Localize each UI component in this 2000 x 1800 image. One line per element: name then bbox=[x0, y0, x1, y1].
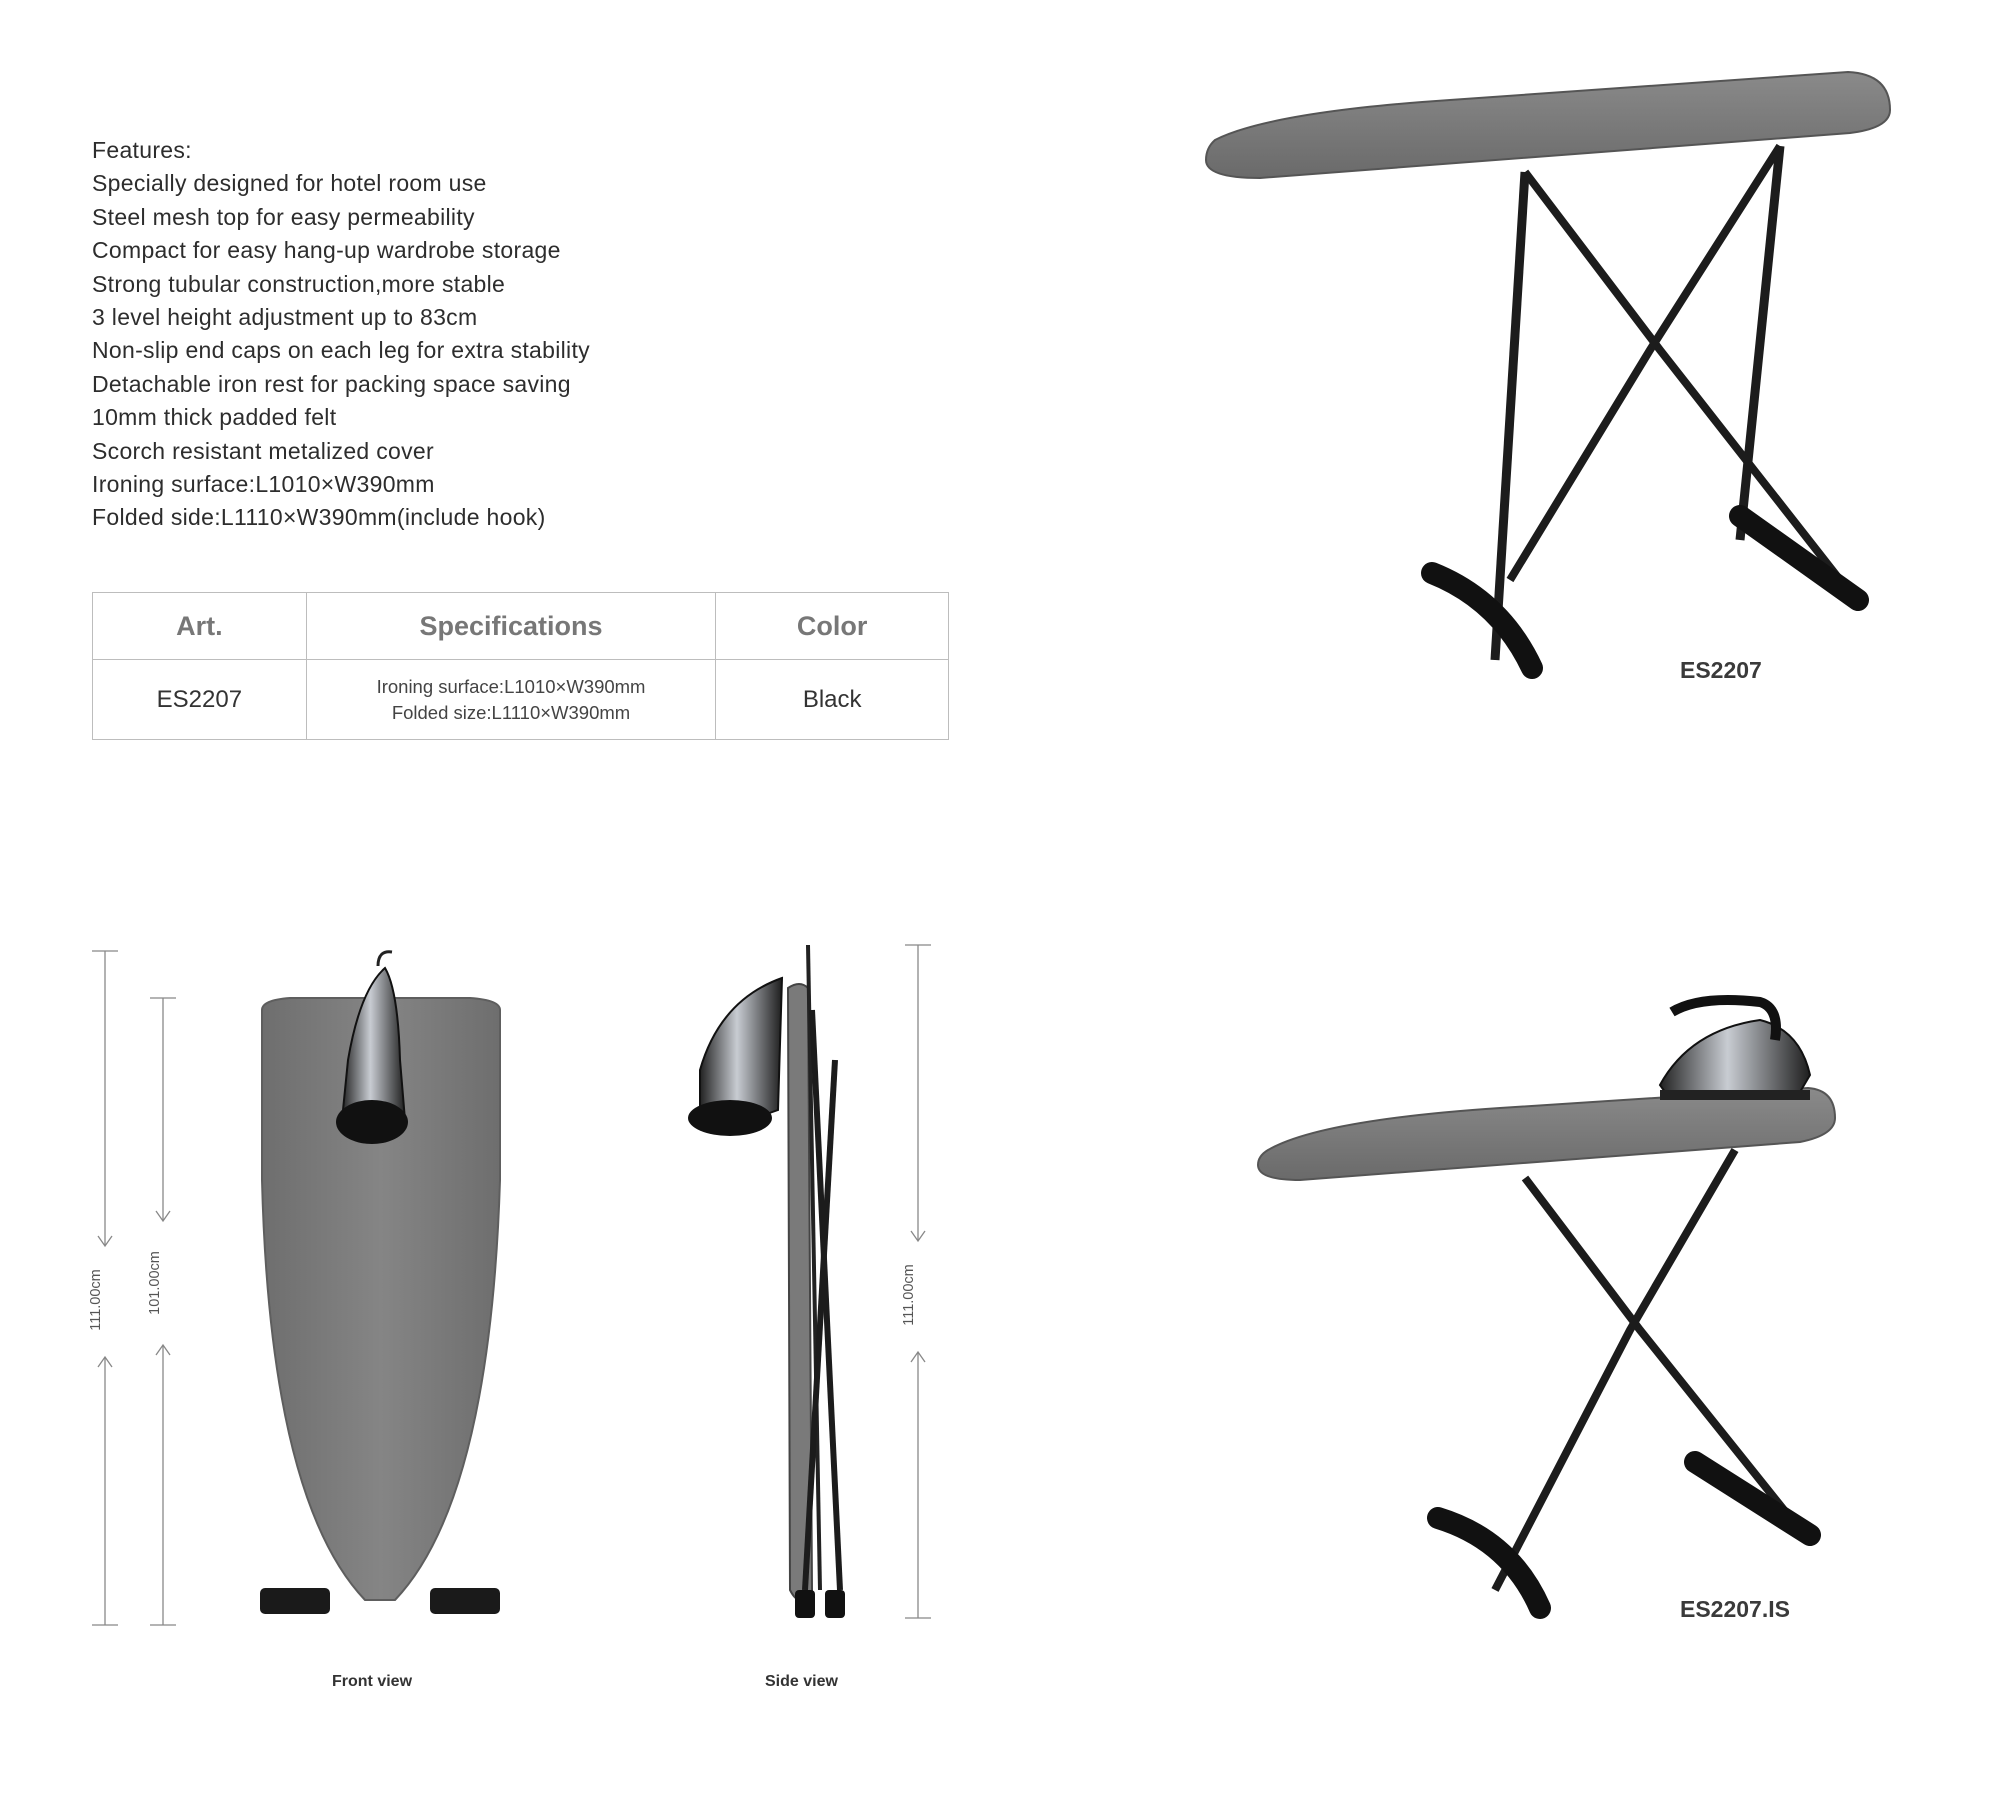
feature-item: Scorch resistant metalized cover bbox=[92, 437, 434, 464]
dimension-label-front-inner: 101.00cm bbox=[146, 1251, 163, 1315]
side-view-caption: Side view bbox=[765, 1673, 838, 1690]
iron-body bbox=[700, 978, 782, 1118]
header-specifications: Specifications bbox=[306, 593, 716, 660]
feature-item: 3 level height adjustment up to 83cm bbox=[92, 304, 478, 331]
leg bbox=[1525, 1178, 1800, 1530]
foot-cap bbox=[260, 1588, 330, 1614]
feature-item: Compact for easy hang-up wardrobe storage bbox=[92, 237, 561, 264]
foot-cap bbox=[430, 1588, 500, 1614]
foot-cap bbox=[795, 1590, 815, 1618]
dimension-label-front-outer: 111.00cm bbox=[87, 1269, 104, 1331]
front-view-caption: Front view bbox=[332, 1673, 413, 1690]
header-color: Color bbox=[716, 593, 949, 660]
iron-soleplate bbox=[1660, 1090, 1810, 1100]
feature-item: Steel mesh top for easy permeability bbox=[92, 203, 475, 230]
board-top bbox=[1206, 72, 1890, 178]
model-label-es2207-is: ES2207.IS bbox=[1680, 1596, 1790, 1622]
features-heading: Features: bbox=[92, 137, 192, 163]
feature-item: Specially designed for hotel room use bbox=[92, 170, 487, 197]
feature-item: Non-slip end caps on each leg for extra stability bbox=[92, 337, 590, 364]
power-cord bbox=[336, 1100, 408, 1144]
feature-item: Strong tubular construction,more stable bbox=[92, 270, 506, 297]
cell-art: ES2207 bbox=[93, 660, 307, 740]
leg bbox=[1495, 1150, 1735, 1590]
power-cord bbox=[688, 1100, 772, 1136]
spec-line-surface: Ironing surface:L1010×W390mm bbox=[376, 675, 646, 697]
leg bbox=[1525, 172, 1840, 580]
cell-color: Black bbox=[716, 660, 949, 740]
feature-item: Folded side:L1110×W390mm(include hook) bbox=[92, 504, 546, 531]
feature-item: Detachable iron rest for packing space saving bbox=[92, 370, 571, 397]
foot-cap bbox=[825, 1590, 845, 1618]
dimension-label-side: 111.00cm bbox=[900, 1264, 917, 1326]
leg bbox=[1495, 172, 1525, 660]
side-view-drawing bbox=[688, 945, 845, 1618]
hook bbox=[378, 952, 392, 966]
feature-item: 10mm thick padded felt bbox=[92, 404, 337, 431]
steam-iron-side bbox=[688, 978, 782, 1136]
front-view-drawing bbox=[260, 952, 500, 1614]
ironing-board-es2207 bbox=[1206, 72, 1890, 668]
header-art: Art. bbox=[93, 593, 307, 660]
feature-item: Ironing surface:L1010×W390mm bbox=[92, 471, 435, 498]
spec-line-folded: Folded size:L1110×W390mm bbox=[391, 701, 631, 723]
model-label-es2207: ES2207 bbox=[1680, 657, 1762, 683]
board-top bbox=[1258, 1088, 1835, 1180]
iron-body bbox=[1660, 1020, 1810, 1092]
ironing-board-es2207-is bbox=[1258, 1000, 1835, 1608]
steam-iron bbox=[1660, 1000, 1810, 1100]
foot-cap bbox=[1432, 573, 1532, 668]
